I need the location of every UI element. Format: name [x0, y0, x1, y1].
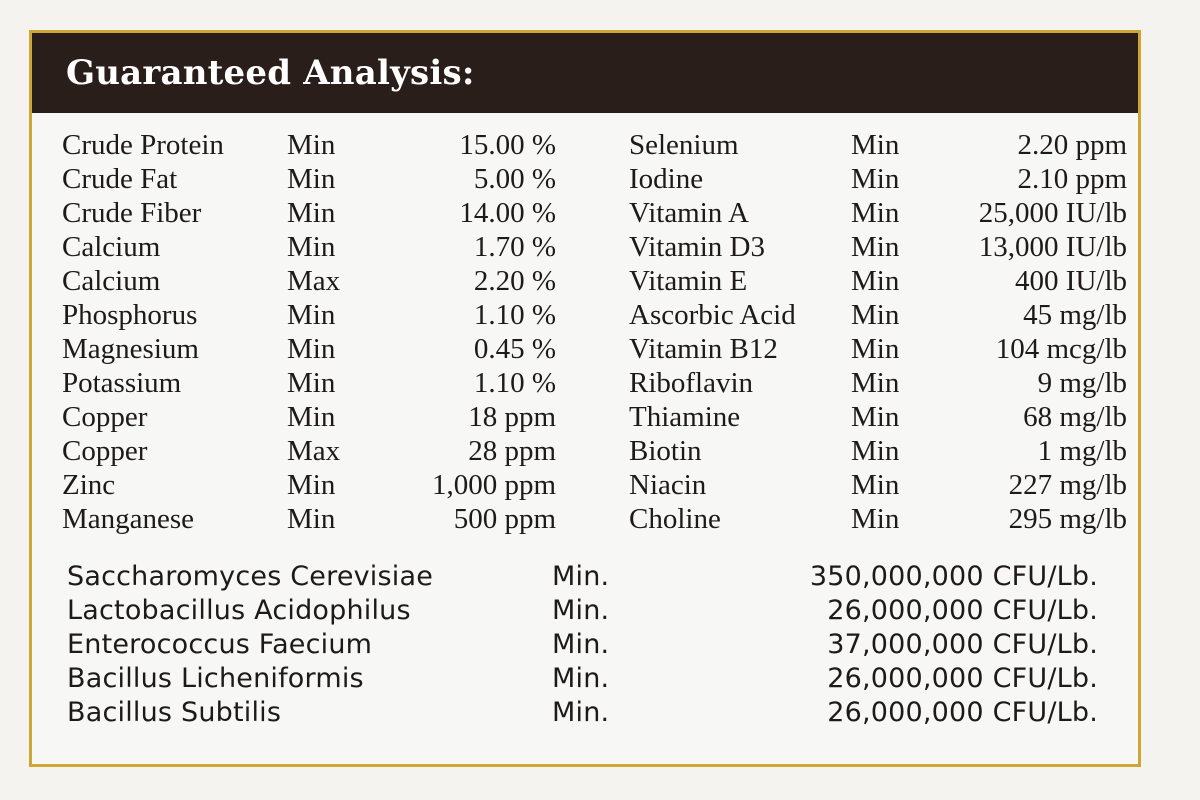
qualifier: Min [287, 333, 336, 365]
amount-value: 500 ppm [453, 503, 556, 535]
nutrient-name: Selenium [629, 129, 739, 161]
amount-value: 227 mg/lb [1008, 469, 1127, 501]
amount-value: 1.10 % [473, 367, 556, 399]
qualifier: Min [287, 299, 336, 331]
amount-value: 5.00 % [473, 163, 556, 195]
guaranteed-analysis-panel [29, 30, 1141, 767]
nutrient-row [32, 400, 1132, 434]
nutrient-row [32, 128, 1132, 162]
nutrient-name: Calcium [62, 231, 161, 263]
amount-value: 9 mg/lb [1037, 367, 1127, 399]
amount-value: 28 ppm [468, 435, 556, 467]
amount-value: 26,000,000 CFU/Lb. [827, 663, 1098, 694]
qualifier: Min. [552, 697, 610, 728]
amount-value: 104 mcg/lb [995, 333, 1127, 365]
qualifier: Min [851, 367, 900, 399]
nutrient-row [32, 196, 1132, 230]
nutrient-name: Choline [629, 503, 721, 535]
nutrient-row [32, 332, 1132, 366]
amount-value: 26,000,000 CFU/Lb. [827, 697, 1098, 728]
nutrient-row [32, 162, 1132, 196]
nutrient-name: Bacillus Subtilis [67, 697, 282, 728]
qualifier: Min [851, 469, 900, 501]
qualifier: Min [851, 265, 900, 297]
amount-value: 45 mg/lb [1023, 299, 1127, 331]
nutrient-name: Potassium [62, 367, 182, 399]
amount-value: 26,000,000 CFU/Lb. [827, 595, 1098, 626]
amount-value: 0.45 % [473, 333, 556, 365]
qualifier: Min [287, 231, 336, 263]
amount-value: 13,000 IU/lb [978, 231, 1127, 263]
amount-value: 14.00 % [459, 197, 556, 229]
probiotic-row [32, 628, 1132, 662]
amount-value: 400 IU/lb [1015, 265, 1127, 297]
qualifier: Min [851, 231, 900, 263]
probiotic-row [32, 696, 1132, 730]
nutrient-row [32, 434, 1132, 468]
nutrient-name: Biotin [629, 435, 702, 467]
nutrient-name: Vitamin D3 [629, 231, 765, 263]
nutrient-name: Phosphorus [62, 299, 198, 331]
nutrient-name: Iodine [629, 163, 704, 195]
nutrient-name: Calcium [62, 265, 161, 297]
nutrient-row [32, 502, 1132, 536]
probiotic-row [32, 662, 1132, 696]
qualifier: Min [851, 129, 900, 161]
amount-value: 2.10 ppm [1017, 163, 1127, 195]
amount-value: 350,000,000 CFU/Lb. [809, 561, 1098, 592]
qualifier: Min. [552, 561, 610, 592]
nutrient-row [32, 468, 1132, 502]
qualifier: Min [851, 197, 900, 229]
qualifier: Min [287, 503, 336, 535]
amount-value: 25,000 IU/lb [978, 197, 1127, 229]
nutrient-row [32, 366, 1132, 400]
probiotic-row [32, 594, 1132, 628]
nutrient-name: Manganese [62, 503, 195, 535]
nutrient-name: Ascorbic Acid [629, 299, 796, 331]
amount-value: 1.10 % [473, 299, 556, 331]
qualifier: Min [287, 469, 336, 501]
qualifier: Min [851, 435, 900, 467]
nutrient-name: Crude Fiber [62, 197, 202, 229]
amount-value: 18 ppm [468, 401, 556, 433]
amount-value: 37,000,000 CFU/Lb. [827, 629, 1098, 660]
nutrient-name: Copper [62, 435, 148, 467]
qualifier: Max [287, 435, 341, 467]
amount-value: 15.00 % [459, 129, 556, 161]
qualifier: Max [287, 265, 341, 297]
probiotic-row [32, 560, 1132, 594]
amount-value: 1 mg/lb [1037, 435, 1127, 467]
qualifier: Min [287, 367, 336, 399]
nutrient-name: Bacillus Licheniformis [67, 663, 364, 694]
qualifier: Min. [552, 629, 610, 660]
page-title: Guaranteed Analysis: [66, 53, 475, 93]
qualifier: Min [851, 163, 900, 195]
amount-value: 68 mg/lb [1023, 401, 1127, 433]
qualifier: Min [287, 197, 336, 229]
nutrient-row [32, 298, 1132, 332]
qualifier: Min [851, 401, 900, 433]
nutrient-name: Riboflavin [629, 367, 754, 399]
nutrient-name: Enterococcus Faecium [67, 629, 373, 660]
nutrient-name: Vitamin B12 [629, 333, 778, 365]
qualifier: Min. [552, 663, 610, 694]
amount-value: 295 mg/lb [1008, 503, 1127, 535]
qualifier: Min [851, 333, 900, 365]
nutrient-name: Zinc [62, 469, 116, 501]
nutrient-row [32, 230, 1132, 264]
qualifier: Min [851, 503, 900, 535]
nutrient-name: Crude Protein [62, 129, 224, 161]
nutrient-name: Crude Fat [62, 163, 178, 195]
qualifier: Min [287, 163, 336, 195]
amount-value: 2.20 % [473, 265, 556, 297]
qualifier: Min [287, 129, 336, 161]
nutrient-name: Magnesium [62, 333, 199, 365]
qualifier: Min [287, 401, 336, 433]
nutrient-row [32, 264, 1132, 298]
nutrient-name: Niacin [629, 469, 707, 501]
amount-value: 1,000 ppm [431, 469, 556, 501]
nutrient-name: Vitamin E [629, 265, 748, 297]
header-band [32, 33, 1138, 113]
nutrient-name: Copper [62, 401, 148, 433]
nutrient-name: Lactobacillus Acidophilus [67, 595, 411, 626]
amount-value: 2.20 ppm [1017, 129, 1127, 161]
amount-value: 1.70 % [473, 231, 556, 263]
qualifier: Min. [552, 595, 610, 626]
nutrient-name: Thiamine [629, 401, 741, 433]
nutrient-name: Saccharomyces Cerevisiae [67, 561, 434, 592]
qualifier: Min [851, 299, 900, 331]
nutrient-name: Vitamin A [629, 197, 749, 229]
